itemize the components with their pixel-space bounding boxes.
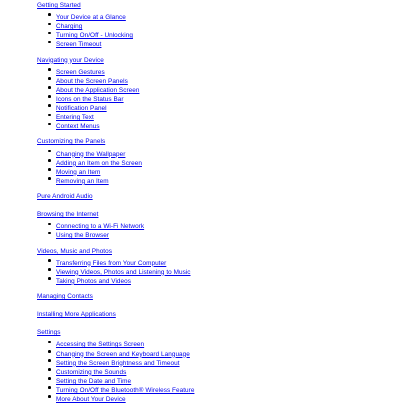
section-item-list [37,10,397,49]
bullet-icon [48,259,51,262]
bullet-icon [48,32,51,35]
bullet-icon [48,68,51,71]
list-item [48,19,397,31]
bullet-icon [48,350,51,353]
bullet-icon [48,86,51,89]
item-link-moving-an-item[interactable]: Moving an Item [56,168,101,176]
item-link-using-the-browser[interactable]: Using the Browser [56,232,110,240]
item-link-entering-text[interactable]: Entering Text [56,114,94,122]
bullet-icon [48,223,51,226]
bullet-icon [48,395,51,398]
list-item [48,256,397,265]
list-item [48,37,397,49]
section-link-pure-android-audio[interactable]: Pure Android Audio [37,192,93,200]
item-link-adding-an-item-on-the-screen[interactable]: Adding an Item on the Screen [56,159,142,167]
toc-section-navigating-your-device [37,56,397,129]
list-item [48,228,397,240]
list-item [48,28,397,40]
toc-section-managing-contacts [37,292,397,301]
list-item [48,119,397,131]
item-link-changing-the-screen-and-keyboard-language[interactable]: Changing the Screen and Keyboard Language [56,350,190,358]
list-item [48,156,397,165]
bullet-icon [48,95,51,98]
bullet-icon [48,341,51,344]
bullet-icon [48,41,51,44]
section-link-managing-contacts[interactable]: Managing Contacts [37,293,93,300]
item-link-icons-on-the-status-bar[interactable]: Icons on the Status Bar [56,95,124,103]
list-item [48,74,397,83]
list-item [48,101,397,113]
section-item-list [37,256,397,283]
bullet-icon [48,268,51,271]
bullet-icon [48,13,51,16]
toc-section-customizing-the-panels [37,137,397,185]
list-item [48,219,397,231]
section-item-list [37,219,397,240]
list-item [48,174,397,183]
item-link-connecting-to-a-wi-fi-network[interactable]: Connecting to a Wi-Fi Network [56,223,145,231]
section-item-list [37,337,397,404]
section-link-videos-music-and-photos[interactable]: Videos, Music and Photos [37,247,112,255]
item-link-screen-gestures[interactable]: Screen Gestures [56,68,105,76]
item-link-removing-an-item[interactable]: Removing an Item [56,177,109,185]
item-link-accessing-the-settings-screen[interactable]: Accessing the Settings Screen [56,341,145,349]
list-item [48,92,397,101]
item-link-about-the-application-screen[interactable]: About the Application Screen [56,86,140,94]
list-item [48,147,397,156]
toc-section-videos-music-and-photos [37,247,397,283]
list-item [48,274,397,283]
list-item [48,365,397,374]
item-link-taking-photos-and-videos[interactable]: Taking Photos and Videos [56,277,131,285]
bullet-icon [48,359,51,362]
bullet-icon [48,104,51,107]
list-item [48,83,397,92]
bullet-icon [48,177,51,180]
item-link-screen-timeout[interactable]: Screen Timeout [56,41,102,49]
bullet-icon [48,386,51,389]
item-link-viewing-videos-photos-and-listening-to-music[interactable]: Viewing Videos, Photos and Listening to Music [56,268,191,276]
item-link-charging[interactable]: Charging [56,23,83,31]
list-item [48,265,397,274]
bullet-icon [48,150,51,153]
toc-section-getting-started [37,1,397,49]
item-link-notification-panel[interactable]: Notification Panel [56,105,107,113]
toc-section-settings [37,328,397,404]
section-link-getting-started[interactable]: Getting Started [37,2,81,9]
section-link-navigating-your-device[interactable]: Navigating your Device [37,56,104,64]
bullet-icon [48,123,51,126]
item-link-about-the-screen-panels[interactable]: About the Screen Panels [56,77,128,85]
item-link-changing-the-wallpaper[interactable]: Changing the Wallpaper [56,150,126,158]
item-link-transferring-files-from-your-computer[interactable]: Transferring Files from Your Computer [56,259,167,267]
bullet-icon [48,77,51,80]
list-item [48,347,397,356]
list-item [48,337,397,349]
toc-section-installing-more-applications [37,310,397,319]
section-link-settings[interactable]: Settings [37,329,61,337]
bullet-icon [48,168,51,171]
bullet-icon [48,23,51,26]
list-item [48,110,397,122]
bullet-icon [48,377,51,380]
list-item [48,383,397,392]
item-link-more-about-your-device[interactable]: More About Your Device [56,396,126,404]
bullet-icon [48,159,51,162]
item-link-setting-the-date-and-time[interactable]: Setting the Date and Time [56,377,132,385]
item-link-your-device-at-a-glance[interactable]: Your Device at a Glance [56,14,126,22]
item-link-customizing-the-sounds[interactable]: Customizing the Sounds [56,368,127,376]
list-item [48,356,397,365]
bullet-icon [48,368,51,371]
bullet-icon [48,114,51,117]
section-link-installing-more-applications[interactable]: Installing More Applications [37,311,116,319]
toc-section-pure-android-audio [37,192,397,201]
list-item [48,165,397,174]
section-item-list [37,147,397,183]
list-item [48,10,397,22]
section-link-browsing-the-internet[interactable]: Browsing the Internet [37,211,99,219]
table-of-contents [37,1,397,410]
section-link-customizing-the-panels[interactable]: Customizing the Panels [37,138,106,146]
item-link-turning-on-off-unlocking[interactable]: Turning On/Off - Unlocking [56,32,133,40]
item-link-context-menus[interactable]: Context Menus [56,123,100,131]
item-link-turning-on-off-the-bluetooth-wireless-feature[interactable]: Turning On/Off the Bluetooth® Wireless Feature [56,386,195,394]
bullet-icon [48,232,51,235]
list-item [48,374,397,383]
toc-section-browsing-the-internet [37,210,397,240]
bullet-icon [48,277,51,280]
section-item-list [37,65,397,129]
item-link-setting-the-screen-brightness-and-timeout[interactable]: Setting the Screen Brightness and Timeout [56,359,180,367]
list-item [48,65,397,74]
